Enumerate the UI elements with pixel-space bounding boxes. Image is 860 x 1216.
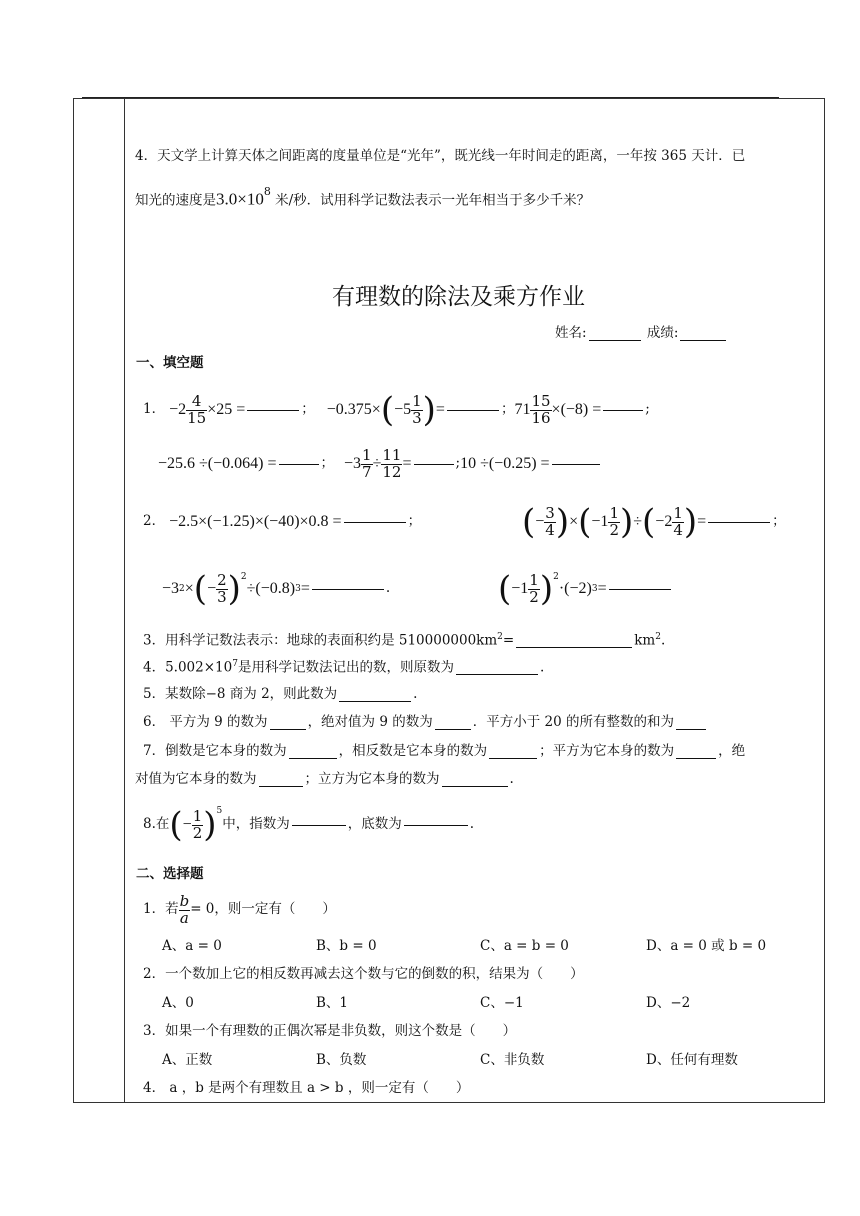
fill-q1-row2: −25.6 ÷(−0.064) = ； −3 $\frac{1}{7}$ ÷ $\frac{11}{12}$ = ; 10 ÷(−0.25) =: [158, 444, 602, 484]
section-choice-heading: 二、选择题: [136, 866, 204, 882]
choice-q1-option-d[interactable]: D、a = 0 或 b = 0: [646, 938, 767, 954]
choice-q2-option-b[interactable]: B、1: [316, 995, 349, 1011]
fill-q5: 5．某数除−8 商为 2，则此数为 .: [143, 686, 418, 702]
fill-q7-line1: 7．倒数是它本身的数为 ，相反数是它本身的数为 ；平方为它本身的数为 ，绝: [143, 743, 746, 759]
fill-q7-line2: 对值为它本身的数为 ；立方为它本身的数为 .: [135, 771, 514, 787]
choice-q3: 3．如果一个有理数的正偶次幂是非负数，则这个数是（ ）: [143, 1023, 517, 1039]
q4-line1: 4．天文学上计算天体之间距离的度量单位是“光年”，既光线一年时间走的距离，一年按 365 天计．已: [135, 148, 746, 164]
section-fill-heading: 一、填空题: [136, 355, 204, 371]
fill-q1-row1: 1． −2 $\frac{4}{15}$ ×25 = ； −0.375× ( −5 $\frac{1}{3}$ ) = ； 71 $\frac{15}{16}$ ×(−8) = ;: [143, 390, 650, 430]
page-title: 有理数的除法及乘方作业: [332, 284, 585, 310]
fill-q8: 8.在 ( − $\frac{1}{2}$ ) $^5$ 中，指数为 ，底数为 .: [143, 805, 475, 845]
fill-q3: 3．用科学记数法表示：地球的表面积约是 $510000000km^2= km^2$.: [143, 632, 666, 649]
choice-q3-option-d[interactable]: D、任何有理数: [646, 1052, 738, 1068]
choice-q2: 2．一个数加上它的相反数再减去这个数与它的倒数的积，结果为（ ）: [143, 966, 584, 982]
table-column-divider: [124, 98, 125, 1103]
q4-line2: 知光的速度是$3.0\times 10^8$ 米/秒．试用科学记数法表示一光年相当于多少千米？: [135, 185, 591, 209]
choice-q3-option-c[interactable]: C、非负数: [480, 1052, 545, 1068]
fill-q4: 4．$5.002\times 10^7$是用科学记数法记出的数，则原数为 .: [143, 659, 545, 676]
choice-q3-option-a[interactable]: A、正数: [162, 1052, 213, 1068]
name-score-line: 姓名: 成绩:: [555, 327, 728, 341]
choice-q3-option-b[interactable]: B、负数: [316, 1052, 367, 1068]
choice-q1-option-a[interactable]: A、a = 0: [162, 938, 222, 954]
choice-q1: 1．若 $\frac{b}{a}$ = 0，则一定有（ ）: [143, 891, 336, 927]
choice-q2-option-a[interactable]: A、0: [162, 995, 194, 1011]
choice-q1-option-c[interactable]: C、a = b = 0: [480, 938, 569, 954]
fill-q6: 6． 平方为 9 的数为 ，绝对值为 9 的数为 ．平方小于 20 的所有整数的和为: [143, 716, 708, 730]
fill-q2-row1a: 2． −2.5×(−1.25)×(−40)×0.8 = ；: [143, 513, 422, 530]
fill-q2-row2a: −3 2 × ( − $\frac{2}{3}$ ) $^2$ ÷(−0.8) 3 = .: [162, 569, 391, 609]
choice-q4: 4． a ，b 是两个有理数且 a > b ，则一定有（ ）: [143, 1080, 470, 1096]
choice-q2-option-c[interactable]: C、−1: [480, 995, 524, 1011]
fill-q2-row1b: ( − $\frac{3}{4}$ ) × ( −1 $\frac{1}{2}$ ) ÷ ( −2 $\frac{1}{4}$ ) = ；: [522, 502, 786, 542]
choice-q1-option-b[interactable]: B、b = 0: [316, 938, 377, 954]
choice-q2-option-d[interactable]: D、−2: [646, 995, 691, 1011]
fill-q2-row2b: ( −1 $\frac{1}{2}$ ) $^2$ ·(−2) 3 =: [498, 566, 673, 612]
